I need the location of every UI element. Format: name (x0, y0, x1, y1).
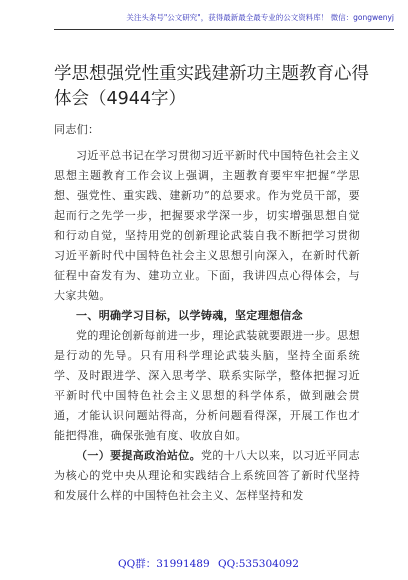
header-divider (54, 29, 394, 30)
header-note: 关注头条号"公文研究"，获得最新最全最专业的公文资料库！ 微信：gongwenyj (126, 13, 394, 22)
document-body (54, 120, 360, 506)
document-title: 学思想强党性重实践建新功主题教育心得体会（4944字） (54, 64, 369, 109)
section-heading-1: 一、明确学习目标，以学铸魂，坚定理想信念 (76, 309, 303, 322)
subsection-1-text: 党的十八大以来，以习近平同志为核心的党中央从理论和实践结合上系统回答了新时代坚持和发展什么样的中国特色社会主义、怎样坚持和发 (54, 449, 360, 502)
subsection-1-paragraph (54, 446, 360, 506)
section-1-paragraph: 党的理论创新每前进一步，理论武装就要跟进一步。思想是行动的先导。只有用科学理论武装头脑，坚持全面系统学、及时跟进学、深入思考学、联系实际学，整体把握习近平新时代中国特色社会主义思想的科学体系，做到融会贯通，才能认识问题站得高，分析问题看得深，开展工作也才能把得准，确保张弛有度、收放自如。 (54, 329, 360, 442)
footer-qq-group: QQ群：31991489 (118, 558, 210, 570)
intro-paragraph: 习近平总书记在学习贯彻习近平新时代中国特色社会主义思想主题教育工作会议上强调，主题教育要牢牢把握“学思想、强党性、重实践、建新功”的总要求。作为党员干部，要起而行之先学一步，把握要求学深一步，切实增强思想自觉和行动自觉，坚持用党的创新理论武装自我不断把学习贯彻习近平新时代中国特色社会主义思想引向深入，在新时代新征程中奋发有为、建功立业。下面，我讲四点心得体会，与大家共勉。 (54, 149, 360, 302)
footer-qq-number: QQ:535304092 (218, 558, 299, 570)
footer (0, 556, 408, 572)
subsection-heading-1: （一）要提高政治站位。 (76, 449, 201, 462)
salutation: 同志们： (54, 123, 100, 136)
